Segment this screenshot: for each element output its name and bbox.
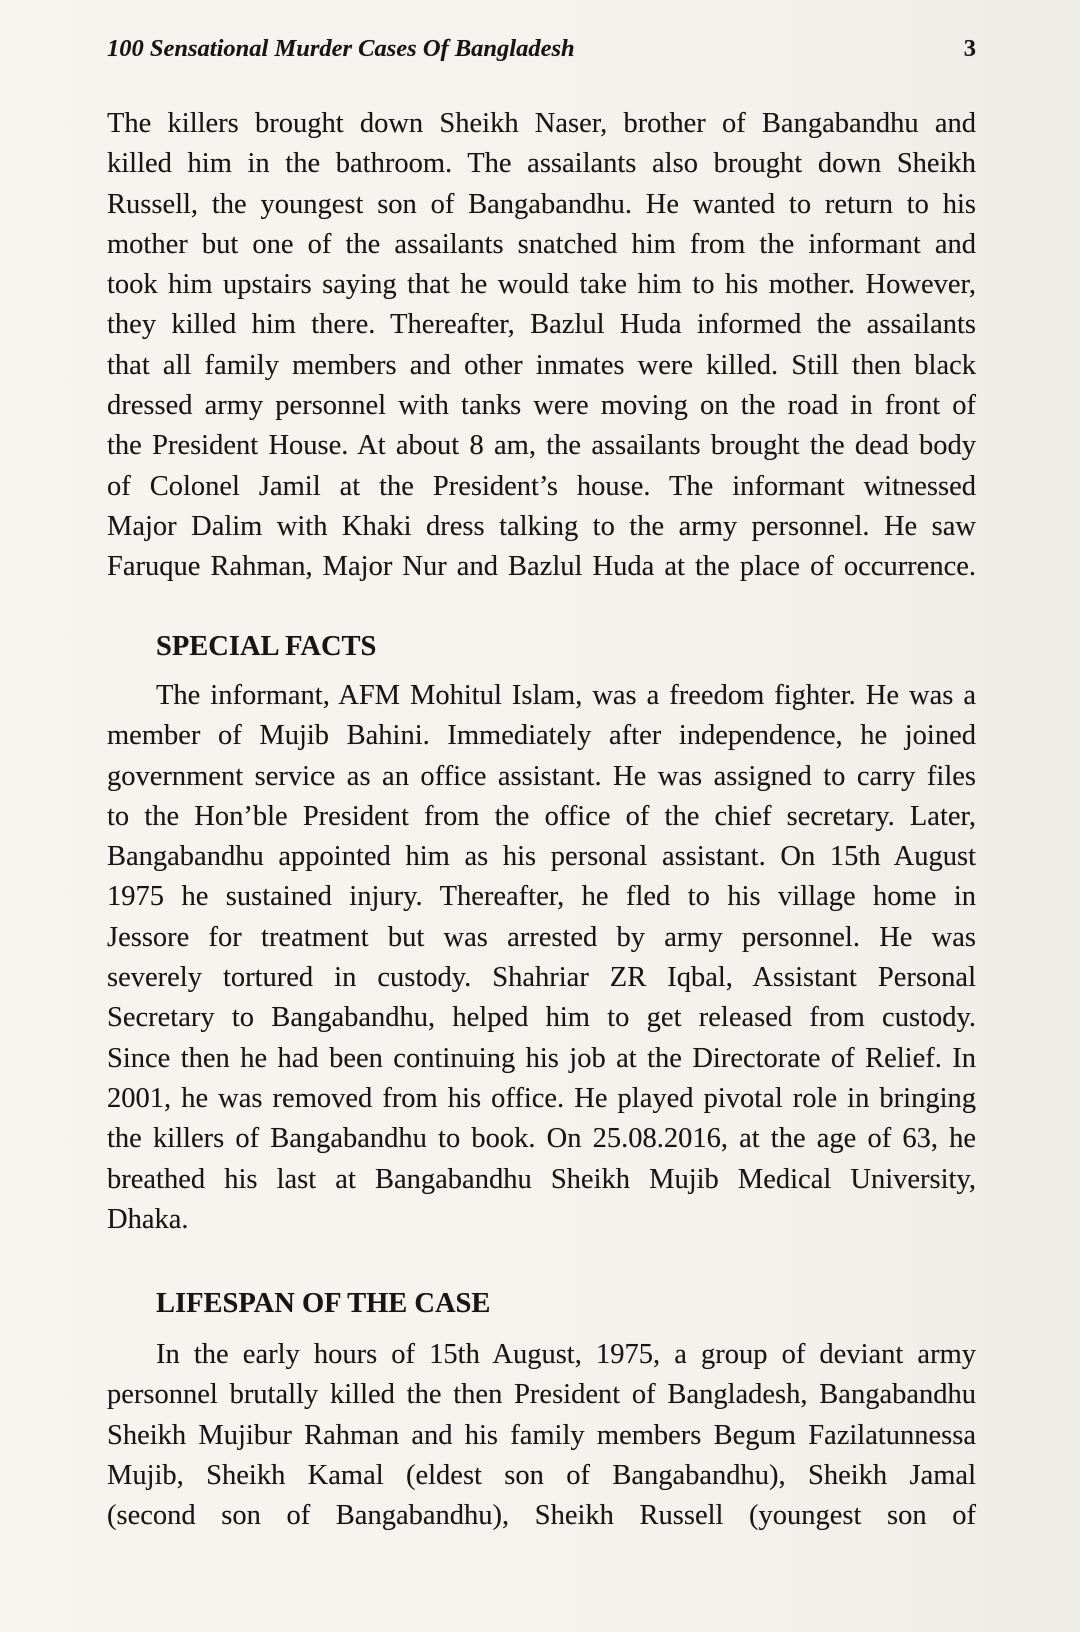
text-line: personnel brutally killed the then President of Bangladesh, Bangabandhu bbox=[107, 1379, 976, 1411]
text-line: The informant, AFM Mohitul Islam, was a freedom fighter. He was a bbox=[156, 680, 976, 711]
text-line: 1975 he sustained injury. Thereafter, he fled to his village home in bbox=[107, 881, 976, 913]
text-line: that all family members and other inmates were killed. Still then black bbox=[107, 349, 976, 381]
text-line: took him upstairs saying that he would take him to his mother. However, bbox=[107, 269, 976, 301]
text-line: 2001, he was removed from his office. He played pivotal role in bringing bbox=[107, 1082, 976, 1114]
text-line: dressed army personnel with tanks were moving on the road in front of bbox=[107, 390, 976, 422]
text-line: they killed him there. Thereafter, Bazlul Huda informed the assailants bbox=[107, 309, 976, 341]
text-line: Since then he had been continuing his job at the Directorate of Relief. In bbox=[107, 1042, 976, 1074]
paragraph-lifespan bbox=[107, 1335, 976, 1536]
text-line: The killers brought down Sheikh Naser, brother of Bangabandhu and bbox=[107, 108, 976, 139]
text-line: Secretary to Bangabandhu, helped him to get released from custody. bbox=[107, 1002, 976, 1034]
section-heading-special-facts: SPECIAL FACTS bbox=[156, 631, 377, 662]
text-line: Russell, the youngest son of Bangabandhu. He wanted to return to his bbox=[107, 188, 976, 220]
text-line: Faruque Rahman, Major Nur and Bazlul Huda at the place of occurrence. bbox=[107, 551, 976, 583]
paragraph-continued bbox=[107, 104, 976, 588]
paragraph-special-facts bbox=[107, 676, 976, 1240]
text-line: severely tortured in custody. Shahriar ZR Iqbal, Assistant Personal bbox=[107, 962, 976, 994]
text-line: mother but one of the assailants snatched him from the informant and bbox=[107, 228, 976, 260]
text-line: Dhaka. bbox=[107, 1203, 189, 1235]
text-line: Bangabandhu appointed him as his personal assistant. On 15th August bbox=[107, 841, 976, 873]
text-line: (second son of Bangabandhu), Sheikh Russell (youngest son of bbox=[107, 1500, 976, 1532]
running-title: 100 Sensational Murder Cases Of Bangladesh bbox=[107, 35, 575, 62]
text-line: member of Mujib Bahini. Immediately after independence, he joined bbox=[107, 720, 976, 752]
text-line: the President House. At about 8 am, the assailants brought the dead body bbox=[107, 430, 976, 462]
text-line: killed him in the bathroom. The assailants also brought down Sheikh bbox=[107, 148, 976, 180]
text-line: of Colonel Jamil at the President’s house. The informant witnessed bbox=[107, 470, 976, 502]
text-line: Jessore for treatment but was arrested by army personnel. He was bbox=[107, 921, 976, 953]
text-line: government service as an office assistant. He was assigned to carry files bbox=[107, 760, 976, 792]
text-line: to the Hon’ble President from the office of the chief secretary. Later, bbox=[107, 800, 976, 832]
text-line: Mujib, Sheikh Kamal (eldest son of Bangabandhu), Sheikh Jamal bbox=[107, 1459, 976, 1491]
running-header bbox=[107, 30, 976, 68]
text-line: breathed his last at Bangabandhu Sheikh Mujib Medical University, bbox=[107, 1163, 976, 1195]
page-number: 3 bbox=[963, 35, 976, 62]
text-line: Sheikh Mujibur Rahman and his family members Begum Fazilatunnessa bbox=[107, 1419, 976, 1451]
text-line: In the early hours of 15th August, 1975, a group of deviant army bbox=[156, 1339, 976, 1370]
text-line: the killers of Bangabandhu to book. On 25.08.2016, at the age of 63, he bbox=[107, 1123, 976, 1155]
text-line: Major Dalim with Khaki dress talking to the army personnel. He saw bbox=[107, 510, 976, 542]
section-heading-lifespan: LIFESPAN OF THE CASE bbox=[156, 1288, 491, 1319]
